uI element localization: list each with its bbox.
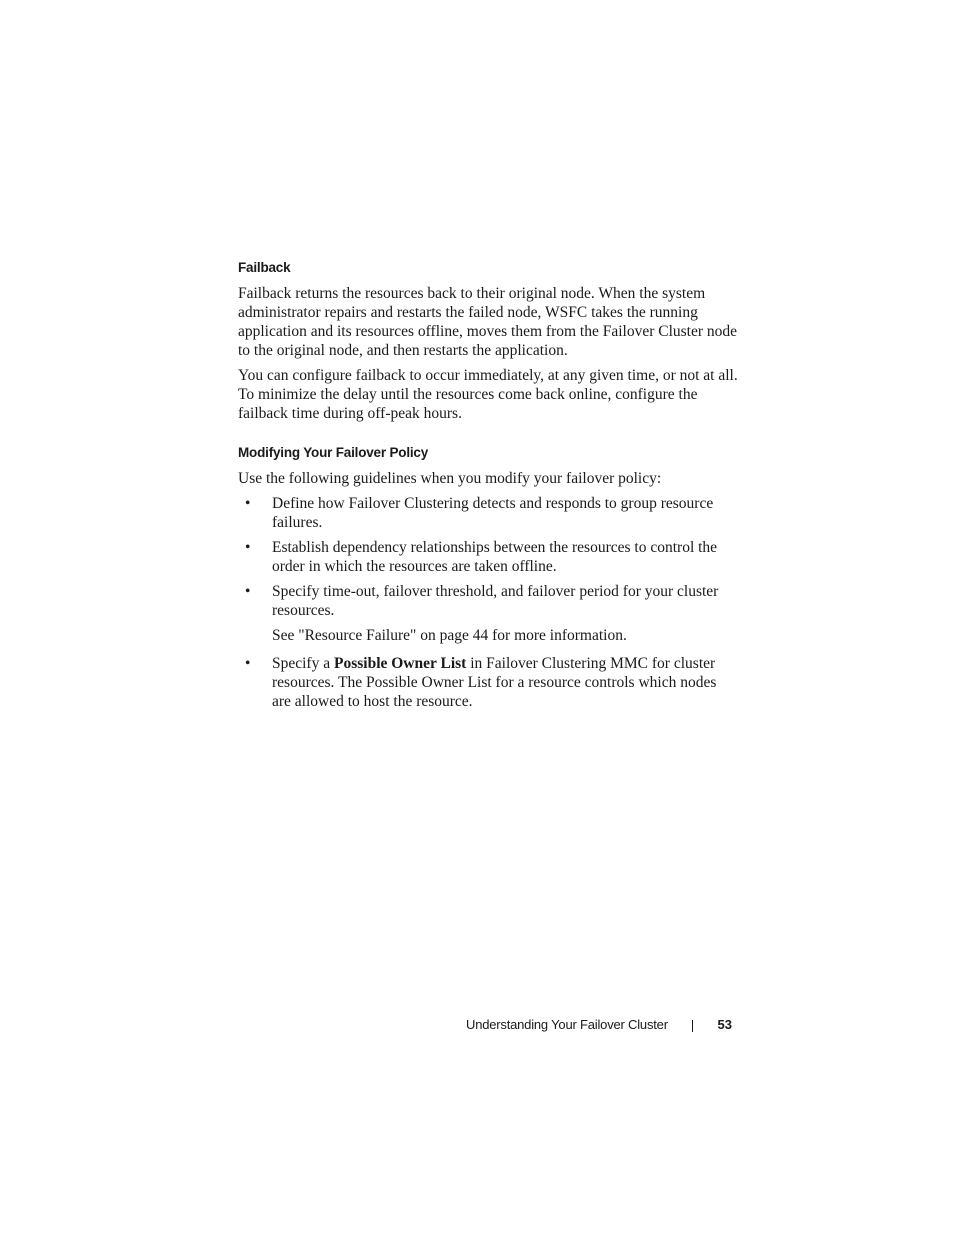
page-body — [238, 258, 738, 717]
list-item — [238, 538, 738, 576]
failback-paragraph-1: Failback returns the resources back to their original node. When the system administrator repairs and restarts the failed node, WSFC takes the running application and its resources offline, moves them from the Failover Cluster node to the original node, and then restarts the application. — [238, 285, 738, 359]
footer-chapter-title: Understanding Your Failover Cluster — [466, 1017, 668, 1032]
list-item-text: Establish dependency relationships between the resources to control the order in which the resources are taken offline. — [272, 539, 718, 575]
list-item-text-post: in Failover Clustering MMC for cluster resources. The Possible Owner List for a resource controls which nodes are allowed to host the resource. — [272, 655, 717, 710]
list-item — [238, 494, 738, 532]
guidelines-list — [238, 494, 738, 711]
page-number: 53 — [717, 1017, 732, 1032]
list-item-text: Specify time-out, failover threshold, and failover period for your cluster resources. — [272, 583, 719, 619]
list-item — [238, 582, 738, 645]
possible-owner-list-term: Possible Owner List — [333, 655, 467, 672]
heading-failback: Failback — [238, 260, 291, 275]
bullet-icon: • — [245, 539, 251, 556]
cross-reference-note: See "Resource Failure" on page 44 for more information. — [272, 627, 627, 644]
bullet-icon: • — [245, 583, 251, 600]
list-item-text-pre: Specify a — [272, 655, 334, 672]
bullet-icon: • — [245, 655, 251, 672]
bullet-icon: • — [245, 495, 251, 512]
list-item — [238, 654, 738, 711]
footer-separator — [692, 1020, 693, 1032]
failback-paragraph-2: You can configure failback to occur immediately, at any given time, or not at all. To minimize the delay until the resources come back online, configure the failback time during off-peak hours. — [238, 367, 738, 422]
policy-intro: Use the following guidelines when you modify your failover policy: — [238, 470, 662, 487]
list-item-text: Define how Failover Clustering detects and responds to group resource failures. — [272, 495, 714, 531]
heading-modifying-failover-policy: Modifying Your Failover Policy — [238, 445, 429, 460]
page-footer — [466, 1015, 736, 1035]
